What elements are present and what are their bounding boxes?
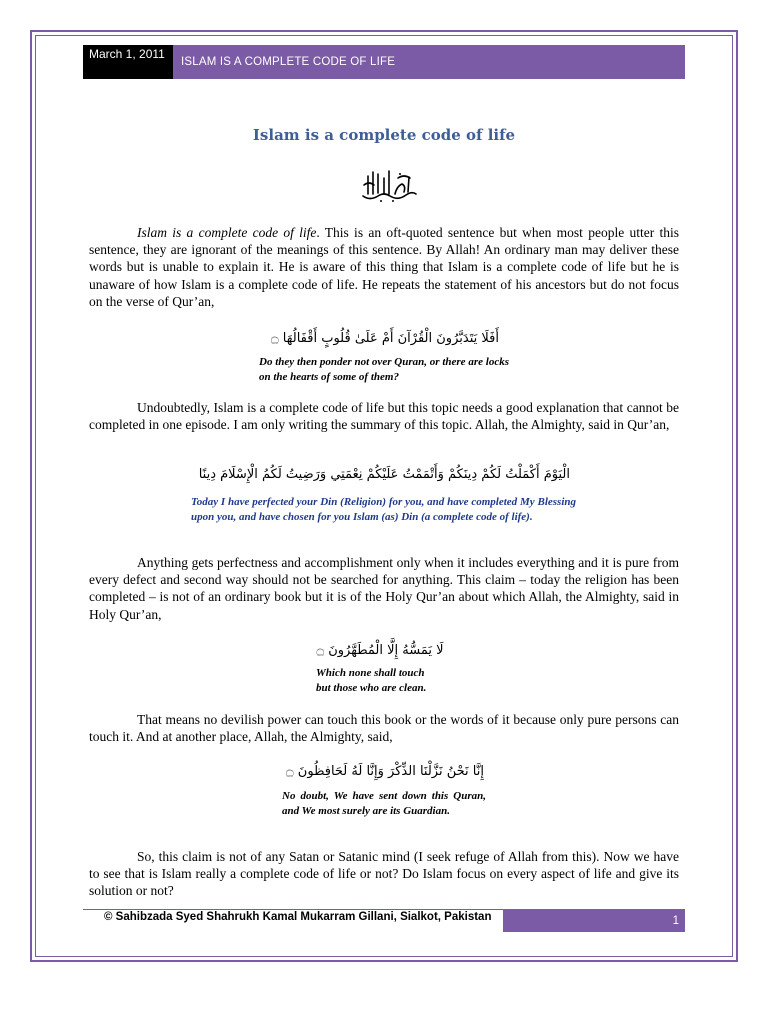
- header-date: March 1, 2011: [83, 45, 173, 79]
- document-title: Islam is a complete code of life: [252, 126, 516, 144]
- verse3-arabic: لَا يَمَسُّهُ إِلَّا الْمُطَهَّرُونَ ۝: [316, 643, 444, 658]
- verse1-arabic: أَفَلَا يَتَدَبَّرُونَ الْقُرْآنَ أَمْ عَلَىٰ قُلُوبٍ أَقْفَالُهَا ۝: [271, 331, 499, 346]
- paragraph-4: That means no devilish power can touch this book or the words of it because only pure persons can touch it. And at another place, Allah, the Almighty, said,: [89, 712, 679, 745]
- paragraph-3: Anything gets perfectness and accomplishment only when it includes everything and it is pure from every defect and second way should not be searched for anything. This claim – today the religion has been completed – is not of an ordinary book but it is of the Holy Qur’an about which Allah, the Almighty, said in Holy Qur’an,: [89, 555, 679, 622]
- verse3-translation: [316, 666, 466, 695]
- verse3-translation-line2: but those who are clean.: [316, 681, 427, 694]
- page-number: 1: [672, 914, 679, 927]
- paragraph-5: So, this claim is not of any Satan or Satanic mind (I seek refuge of Allah from this). Now we have to see that is Islam really a complete code of life or not? Do Islam focus on every aspect of life and give its solution or not?: [89, 849, 679, 899]
- bismillah-calligraphy: [360, 168, 418, 204]
- verse4-translation: No doubt, We have sent down this Quran, and We most surely are its Guardian.: [282, 790, 486, 817]
- footer-rule: [83, 909, 503, 910]
- intro-lead-italic: Islam is a complete code of life: [137, 225, 317, 240]
- verse4-arabic: إِنَّا نَحْنُ نَزَّلْنَا الذِّكْرَ وَإِنَّا لَهُ لَحَافِظُونَ ۝: [286, 764, 484, 779]
- footer-page-bar: [503, 909, 685, 932]
- verse1-translation: Do they then ponder not over Quran, or there are locks on the hearts of some of them?: [259, 356, 509, 383]
- page-header: [83, 45, 685, 79]
- paragraph-2: Undoubtedly, Islam is a complete code of life but this topic needs a good explanation that cannot be completed in one episode. I am only writing the summary of this topic. Allah, the Almighty, said in Qur’an,: [89, 400, 679, 433]
- verse3-translation-line1: Which none shall touch: [316, 667, 425, 679]
- intro-paragraph: [89, 224, 679, 310]
- verse2-translation: Today I have perfected your Din (Religion) for you, and have completed My Blessing upon you, and have chosen for you Islam (as) Din (a complete code of life).: [191, 496, 576, 523]
- footer-author: © Sahibzada Syed Shahrukh Kamal Mukarram Gillani, Sialkot, Pakistan: [104, 911, 492, 923]
- header-title: ISLAM IS A COMPLETE CODE OF LIFE: [173, 45, 685, 79]
- intro-text: . This is an oft-quoted sentence but when most people utter this sentence, they are ignorant of the meanings of this sentence. By Allah! An ordinary man may deliver these words but is unable to explain it. He is aware of this thing that Islam is a complete code of life but he is unaware of how Islam is a complete code of life. He repeats the statement of his ancestors but do not focus on the verse of Qur’an,: [89, 225, 679, 309]
- verse2-arabic: الْيَوْمَ أَكْمَلْتُ لَكُمْ دِينَكُمْ وَأَتْمَمْتُ عَلَيْكُمْ نِعْمَتِي وَرَضِيتُ لَكُمُ الْإِسْلَامَ دِينًا: [198, 467, 570, 482]
